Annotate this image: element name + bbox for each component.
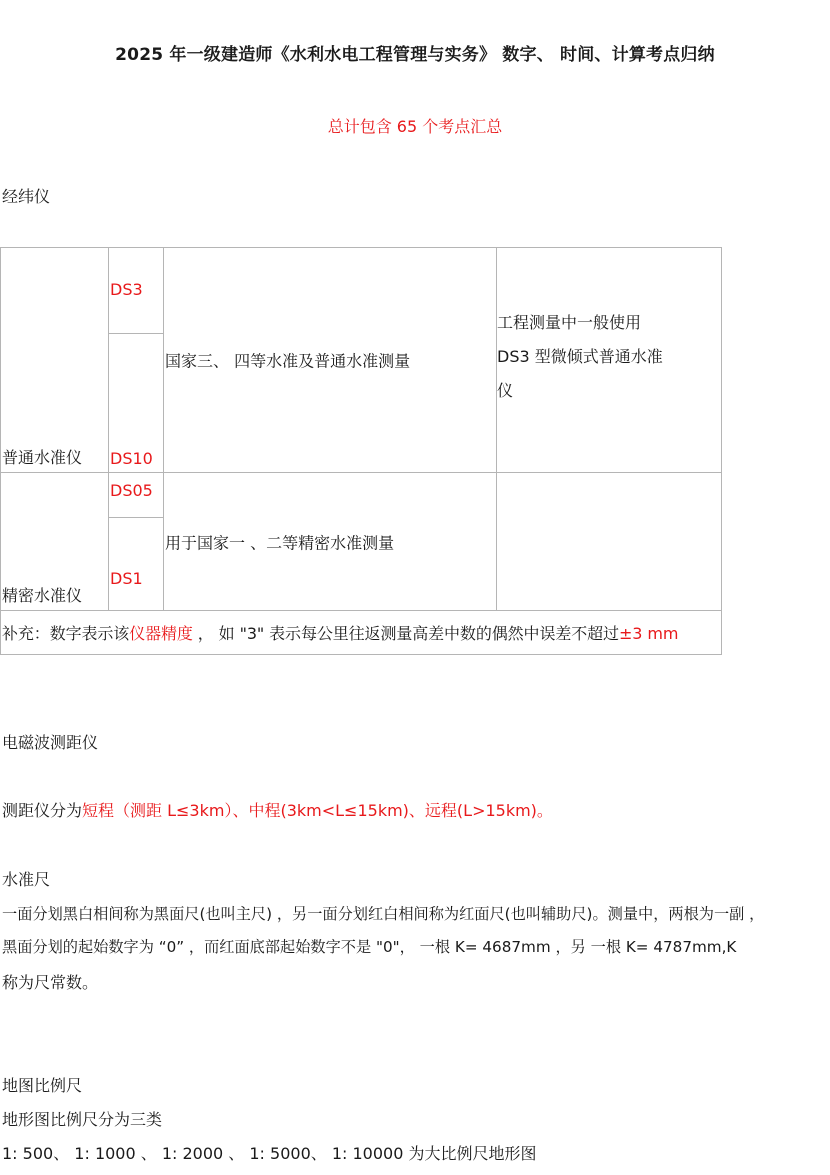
model-cell <box>109 473 164 518</box>
usage-label: 国家三、 四等水准及普通水准测量 <box>165 351 411 371</box>
usage-label: 用于国家一 、二等精密水准测量 <box>165 533 395 552</box>
model-label: DS05 <box>110 481 153 500</box>
section-heading-scale: 地图比例尺 <box>2 1076 83 1095</box>
note-line: 仪 <box>497 381 514 400</box>
table-row <box>1 611 722 655</box>
model-label: DS10 <box>110 449 153 468</box>
staff-line: 黑面分划的起始数字为 “0” ，而红面底部起始数字不是 "0"， 一根 K= 4687mm ，另 一根 K= 4787mm,K <box>2 938 737 956</box>
category-cell <box>1 248 109 473</box>
note-cell <box>497 248 722 473</box>
supplement-highlight: 仪器精度 <box>129 624 193 643</box>
table-row <box>1 473 722 518</box>
usage-cell <box>164 248 497 473</box>
edm-prefix: 测距仪分为 <box>2 801 83 820</box>
model-label: DS3 <box>110 280 143 299</box>
section-heading-staff: 水准尺 <box>2 870 51 889</box>
scale-line: 地形图比例尺分为三类 <box>2 1110 163 1129</box>
supplement-cell <box>1 611 722 655</box>
document-title: 2025 年一级建造师《水利水电工程管理与实务》 数字、 时间、计算考点归纳 <box>115 45 715 65</box>
staff-line: 一面分划黑白相间称为黑面尺(也叫主尺) ，另一面分划红白相间称为红面尺(也叫辅助尺)。测量中，两根为一副 ， <box>2 905 765 923</box>
supplement-value: ±3 mm <box>618 624 679 643</box>
usage-cell <box>164 473 497 611</box>
staff-line: 称为尺常数。 <box>2 973 99 992</box>
document-subtitle: 总计包含 65 个考点汇总 <box>327 117 503 136</box>
edm-paragraph <box>2 798 553 821</box>
scale-line: 1: 500、 1: 1000 、 1: 2000 、 1: 5000、 1: 10000 为大比例尺地形图 <box>2 1144 537 1163</box>
table-row <box>1 248 722 334</box>
supplement-prefix: 补充：数字表示该 <box>2 624 130 643</box>
note-text <box>497 306 663 408</box>
level-instrument-table <box>0 247 722 655</box>
note-line: 工程测量中一般使用 <box>497 313 642 332</box>
note-cell <box>497 473 722 611</box>
note-line: DS3 型微倾式普通水准 <box>497 347 663 366</box>
section-heading-level: 经纬仪 <box>2 187 51 206</box>
model-cell <box>109 518 164 611</box>
supplement-middle: ， 如 "3" 表示每公里往返测量高差中数的偶然中误差不超过 <box>192 624 619 643</box>
category-label: 普通水准仪 <box>2 448 83 467</box>
edm-range-text: 短程（测距 L≤3km）、中程(3km<L≤15km)、远程(L>15km)。 <box>82 801 553 820</box>
model-cell <box>109 248 164 334</box>
category-cell <box>1 473 109 611</box>
section-heading-edm: 电磁波测距仪 <box>2 733 99 752</box>
model-cell <box>109 334 164 473</box>
model-label: DS1 <box>110 569 143 588</box>
category-label: 精密水准仪 <box>2 586 83 605</box>
